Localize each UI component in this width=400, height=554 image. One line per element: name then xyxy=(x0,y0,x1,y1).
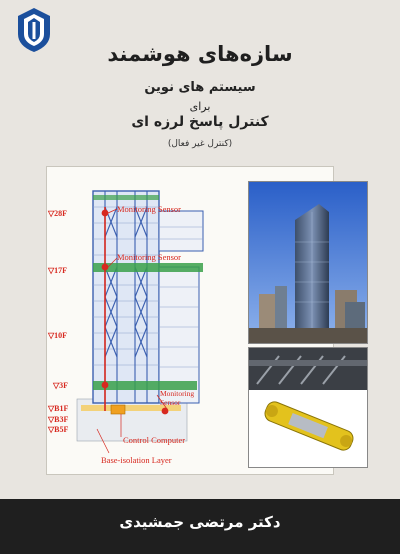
truss-band-top xyxy=(93,263,203,272)
floor-label: ▽17F xyxy=(48,266,68,275)
book-subtitle: سیستم های نوین xyxy=(144,80,256,95)
book-topic: کنترل پاسخ لرزه ای xyxy=(131,114,269,130)
floor-label: ▽B1F xyxy=(48,404,69,413)
sensor-label: Monitoring Sensor xyxy=(117,204,181,214)
author-name: دکتر مرتضی جمشیدی xyxy=(119,513,281,531)
subtitle-connector: برای xyxy=(189,100,211,113)
control-computer-label: Control Computer xyxy=(123,435,186,445)
floor-label: ▽B3F xyxy=(48,415,69,424)
book-topic-note: (کنترل غیر فعال) xyxy=(167,139,233,149)
sensor-mid xyxy=(102,264,109,271)
sensor-low-2 xyxy=(162,408,169,415)
sensor-label: Monitoring xyxy=(160,389,195,398)
damper-device-photo xyxy=(248,347,368,468)
book-title: سازه‌های هوشمند xyxy=(107,42,293,66)
floor-label: ▽3F xyxy=(53,381,69,390)
control-computer-box xyxy=(111,405,125,414)
sensor-label: Monitoring Sensor xyxy=(117,252,181,262)
sensor-label: Sensor xyxy=(160,398,181,407)
truss-band-roof xyxy=(93,195,159,200)
building-diagram xyxy=(47,167,225,474)
isolation-layer-label: Base-isolation Layer xyxy=(101,455,172,465)
upper-wing xyxy=(159,211,203,251)
sensor-top xyxy=(102,210,109,217)
floor-label: ▽28F xyxy=(48,209,68,218)
tower-photo xyxy=(248,181,368,344)
illustration-panel xyxy=(46,166,334,475)
floor-label: ▽10F xyxy=(48,331,68,340)
sensor-low-1 xyxy=(102,382,109,389)
floor-label: ▽B5F xyxy=(48,425,69,434)
